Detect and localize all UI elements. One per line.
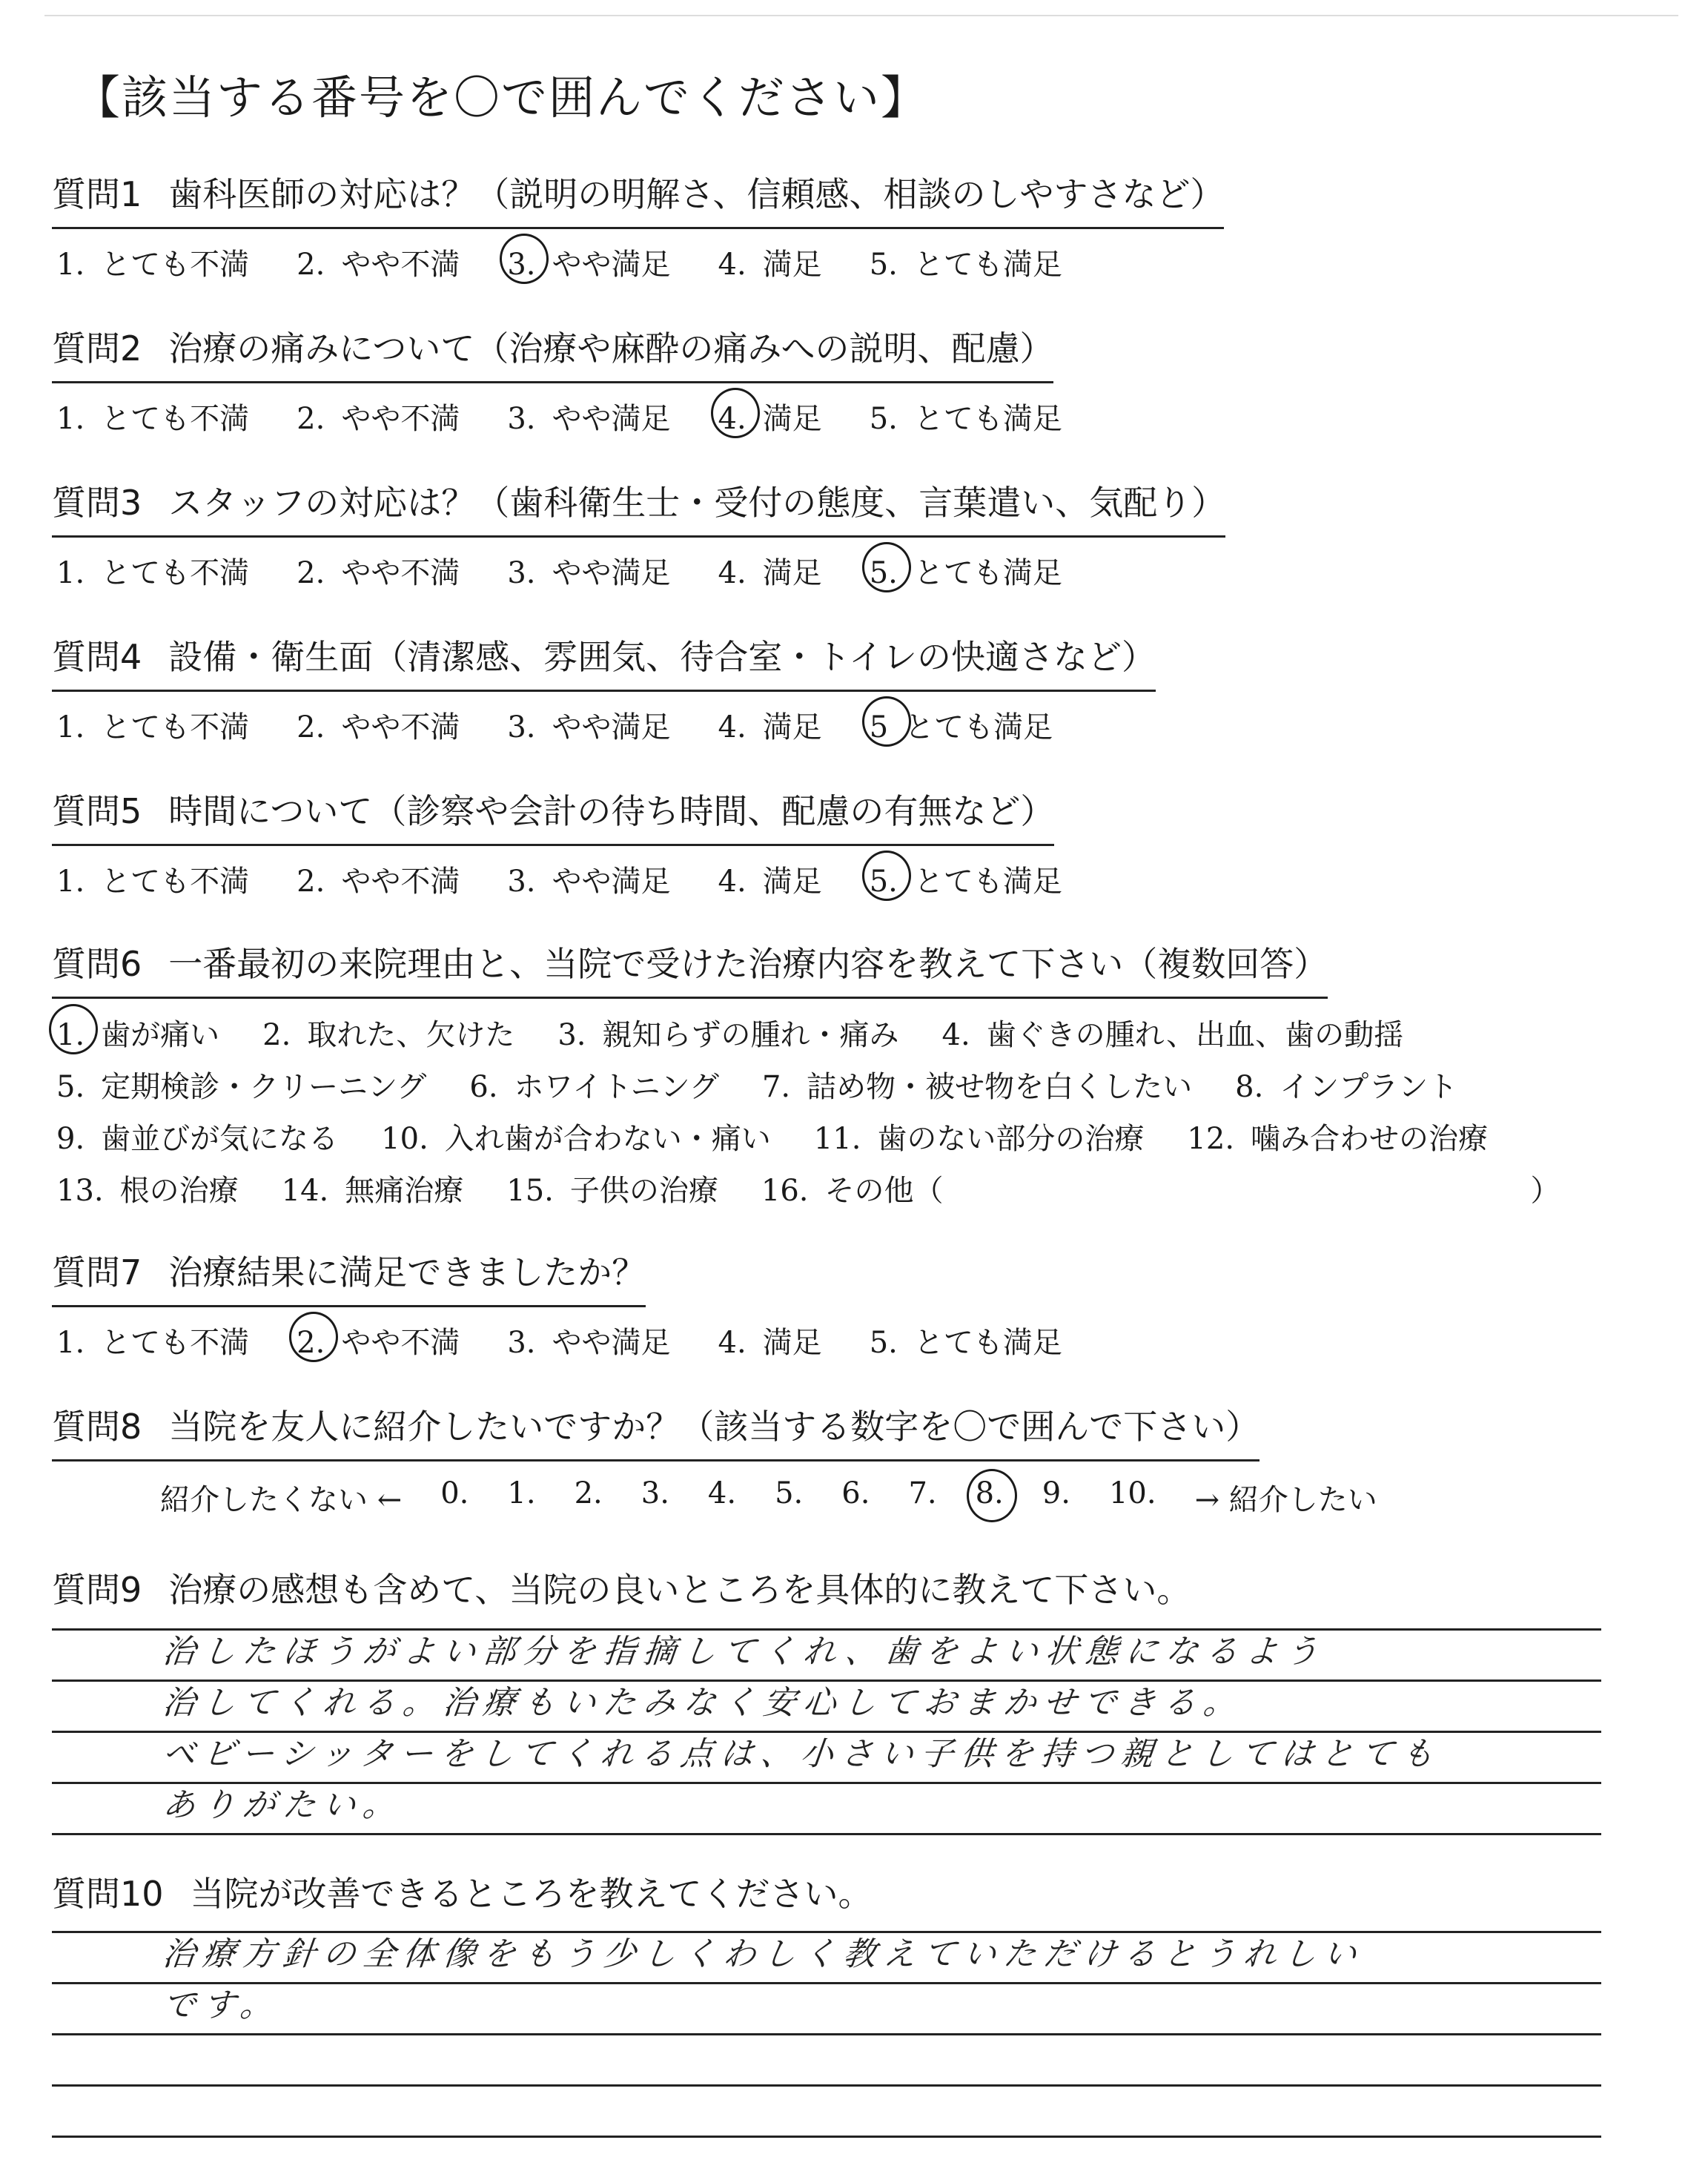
option-2-selected[interactable]: 2. やや不満 <box>292 1315 464 1366</box>
scale-4[interactable]: 4. <box>707 1476 737 1510</box>
answer-line <box>52 1682 1601 1733</box>
option-1[interactable]: 1. とても不満 <box>56 248 250 282</box>
question-8-heading <box>52 1400 1260 1462</box>
question-number: 質問10 <box>52 1874 164 1914</box>
option-4[interactable]: 4. 満足 <box>718 248 822 282</box>
option-5[interactable]: 5. とても満足 <box>869 1326 1062 1360</box>
option-5-selected[interactable]: 5. とても満足 <box>865 853 1067 905</box>
reason-7[interactable]: 7. 詰め物・被せ物を白くしたい <box>761 1069 1193 1104</box>
answer-line <box>52 1579 1601 1631</box>
question-4-heading <box>52 630 1156 692</box>
scale-9[interactable]: 9. <box>1042 1476 1070 1510</box>
option-3[interactable]: 3. やや満足 <box>507 556 671 590</box>
scale-2[interactable]: 2. <box>574 1476 603 1510</box>
answer-line <box>52 1631 1601 1682</box>
reason-11[interactable]: 11. 歯のない部分の治療 <box>813 1121 1145 1156</box>
answer-line <box>52 1882 1601 1933</box>
question-6-heading <box>52 937 1328 999</box>
question-7-heading <box>52 1246 646 1307</box>
reason-1-selected[interactable]: 1. 歯が痛い <box>52 1007 224 1058</box>
question-text: 歯科医師の対応は？（説明の明解さ、信頼感、相談のしやすさなど） <box>168 174 1225 214</box>
scale-7[interactable]: 7. <box>908 1476 937 1510</box>
answer-line <box>52 2087 1601 2138</box>
option-2[interactable]: 2. やや不満 <box>297 402 460 436</box>
question-number: 質問6 <box>52 944 142 984</box>
reason-row <box>52 1110 1683 1162</box>
question-number: 質問3 <box>52 483 142 523</box>
option-1[interactable]: 1. とても不満 <box>56 1326 250 1360</box>
reason-3[interactable]: 3. 親知らずの腫れ・痛み <box>557 1017 899 1052</box>
answer-line <box>52 1784 1601 1835</box>
scale-high-label: → 紹介したい <box>1194 1483 1377 1517</box>
question-number: 質問2 <box>52 328 142 369</box>
answer-line <box>52 1933 1601 1984</box>
question-3-heading <box>52 476 1225 538</box>
question-text: 治療の感想も含めて、当院の良いところを具体的に教えて下さい。 <box>168 1570 1191 1610</box>
question-number: 質問5 <box>52 791 142 831</box>
reason-row <box>52 1162 1683 1214</box>
option-3[interactable]: 3. やや満足 <box>507 402 671 436</box>
option-5[interactable]: 5. とても満足 <box>869 248 1062 282</box>
reason-15[interactable]: 15. 子供の治療 <box>506 1173 718 1208</box>
option-4[interactable]: 4. 満足 <box>718 710 822 744</box>
question-4 <box>52 630 1683 750</box>
rating-options <box>52 545 1683 596</box>
reason-4[interactable]: 4. 歯ぐきの腫れ、出血、歯の動揺 <box>941 1017 1404 1052</box>
option-5[interactable]: 5. とても満足 <box>869 402 1062 436</box>
handwritten-answer: 治療方針の全体像をもう少しくわしく教えていただけるとうれしい <box>160 1935 1366 1973</box>
option-5-selected[interactable]: 5 とても満足 <box>865 699 1057 750</box>
handwritten-answer: 治してくれる。治療もいたみなく安心しておまかせできる。 <box>160 1684 1246 1722</box>
question-6 <box>52 937 1683 1214</box>
question-text: 設備・衛生面（清潔感、雰囲気、待合室・トイレの快適さなど） <box>168 637 1156 677</box>
scale-8-selected[interactable]: 8. <box>971 1473 1008 1522</box>
handwritten-answer: 治したほうがよい部分を指摘してくれ、歯をよい状態になるよう <box>160 1633 1328 1671</box>
scale-low-label: 紹介したくない ← <box>160 1483 403 1517</box>
option-2[interactable]: 2. やや不満 <box>297 865 460 899</box>
rating-options <box>52 853 1683 905</box>
option-3[interactable]: 3. やや満足 <box>507 710 671 744</box>
question-text: 治療の痛みについて（治療や麻酔の痛みへの説明、配慮） <box>168 328 1054 369</box>
reason-2[interactable]: 2. 取れた、欠けた <box>262 1017 515 1052</box>
scale-6[interactable]: 6. <box>841 1476 870 1510</box>
answer-line <box>52 1984 1601 2035</box>
question-text: 時間について（診察や会計の待ち時間、配慮の有無など） <box>168 791 1055 831</box>
scale-0[interactable]: 0. <box>440 1476 469 1510</box>
option-5-selected[interactable]: 5. とても満足 <box>865 545 1067 596</box>
question-text: 一番最初の来院理由と、当院で受けた治療内容を教えて下さい（複数回答） <box>168 944 1328 984</box>
answer-area-q10[interactable] <box>52 1882 1601 2138</box>
reason-12[interactable]: 12. 噛み合わせの治療 <box>1187 1121 1489 1156</box>
answer-line <box>52 2035 1601 2087</box>
rating-options <box>52 237 1683 288</box>
option-2[interactable]: 2. やや不満 <box>297 248 460 282</box>
question-text: スタッフの対応は？（歯科衛生士・受付の態度、言葉遣い、気配り） <box>168 483 1226 523</box>
answer-line <box>52 1733 1601 1784</box>
answer-area-q9[interactable] <box>52 1579 1601 1835</box>
reason-options <box>52 1006 1683 1214</box>
scale-5[interactable]: 5. <box>775 1476 804 1510</box>
form-title: 【該当する番号を〇で囲んでください】 <box>74 70 929 125</box>
reason-16-other[interactable]: 16. その他（ <box>761 1173 944 1208</box>
scale-1[interactable]: 1. <box>507 1476 536 1510</box>
option-4[interactable]: 4. 満足 <box>718 1326 822 1360</box>
reason-row <box>52 1006 1683 1058</box>
option-3-selected[interactable]: 3. やや満足 <box>503 237 675 288</box>
question-number: 質問8 <box>52 1407 142 1447</box>
option-4-selected[interactable]: 4. 満足 <box>714 391 827 442</box>
option-3[interactable]: 3. やや満足 <box>507 865 671 899</box>
option-2[interactable]: 2. やや不満 <box>297 710 460 744</box>
question-text: 当院を友人に紹介したいですか？（該当する数字を〇で囲んで下さい） <box>168 1407 1260 1447</box>
option-1[interactable]: 1. とても不満 <box>56 865 250 899</box>
question-number: 質問7 <box>52 1252 142 1292</box>
option-1[interactable]: 1. とても不満 <box>56 710 250 744</box>
option-1[interactable]: 1. とても不満 <box>56 402 250 436</box>
reason-8[interactable]: 8. インプラント <box>1235 1069 1458 1104</box>
question-1 <box>52 168 1683 288</box>
question-text: 当院が改善できるところを教えてください。 <box>190 1874 873 1914</box>
reason-13[interactable]: 13. 根の治療 <box>56 1173 239 1208</box>
option-3[interactable]: 3. やや満足 <box>507 1326 671 1360</box>
question-5-heading <box>52 785 1054 846</box>
reason-10[interactable]: 10. 入れ歯が合わない・痛い <box>381 1121 771 1156</box>
question-8 <box>52 1400 1683 1522</box>
handwritten-answer: ありがたい。 <box>160 1786 406 1824</box>
question-text: 治療結果に満足できましたか？ <box>168 1252 646 1292</box>
reason-9[interactable]: 9. 歯並びが気になる <box>56 1121 339 1156</box>
scale-3[interactable]: 3. <box>640 1476 669 1510</box>
rating-options <box>52 699 1683 750</box>
scale-10[interactable]: 10. <box>1108 1476 1156 1510</box>
recommend-scale <box>156 1473 1683 1522</box>
question-number: 質問1 <box>52 174 142 214</box>
question-2-heading <box>52 322 1053 383</box>
option-4[interactable]: 4. 満足 <box>718 865 822 899</box>
rating-options <box>52 1315 1683 1366</box>
other-close-paren: ） <box>1530 1173 1560 1208</box>
reason-14[interactable]: 14. 無痛治療 <box>281 1173 464 1208</box>
question-5 <box>52 785 1683 905</box>
top-edge-line <box>44 15 1678 16</box>
question-1-heading <box>52 168 1224 229</box>
question-number: 質問9 <box>52 1570 142 1610</box>
handwritten-answer: ベビーシッターをしてくれる点は、小さい子供を持つ親としてはとても <box>160 1735 1443 1773</box>
option-4[interactable]: 4. 満足 <box>718 556 822 590</box>
handwritten-answer: です。 <box>160 1986 282 2024</box>
reason-5[interactable]: 5. 定期検診・クリーニング <box>56 1069 427 1104</box>
question-2 <box>52 322 1683 442</box>
question-number: 質問4 <box>52 637 142 677</box>
rating-options <box>52 391 1683 442</box>
option-2[interactable]: 2. やや不満 <box>297 556 460 590</box>
reason-6[interactable]: 6. ホワイトニング <box>469 1069 719 1104</box>
option-1[interactable]: 1. とても不満 <box>56 556 250 590</box>
question-7 <box>52 1246 1683 1366</box>
reason-row <box>52 1058 1683 1110</box>
question-3 <box>52 476 1683 596</box>
